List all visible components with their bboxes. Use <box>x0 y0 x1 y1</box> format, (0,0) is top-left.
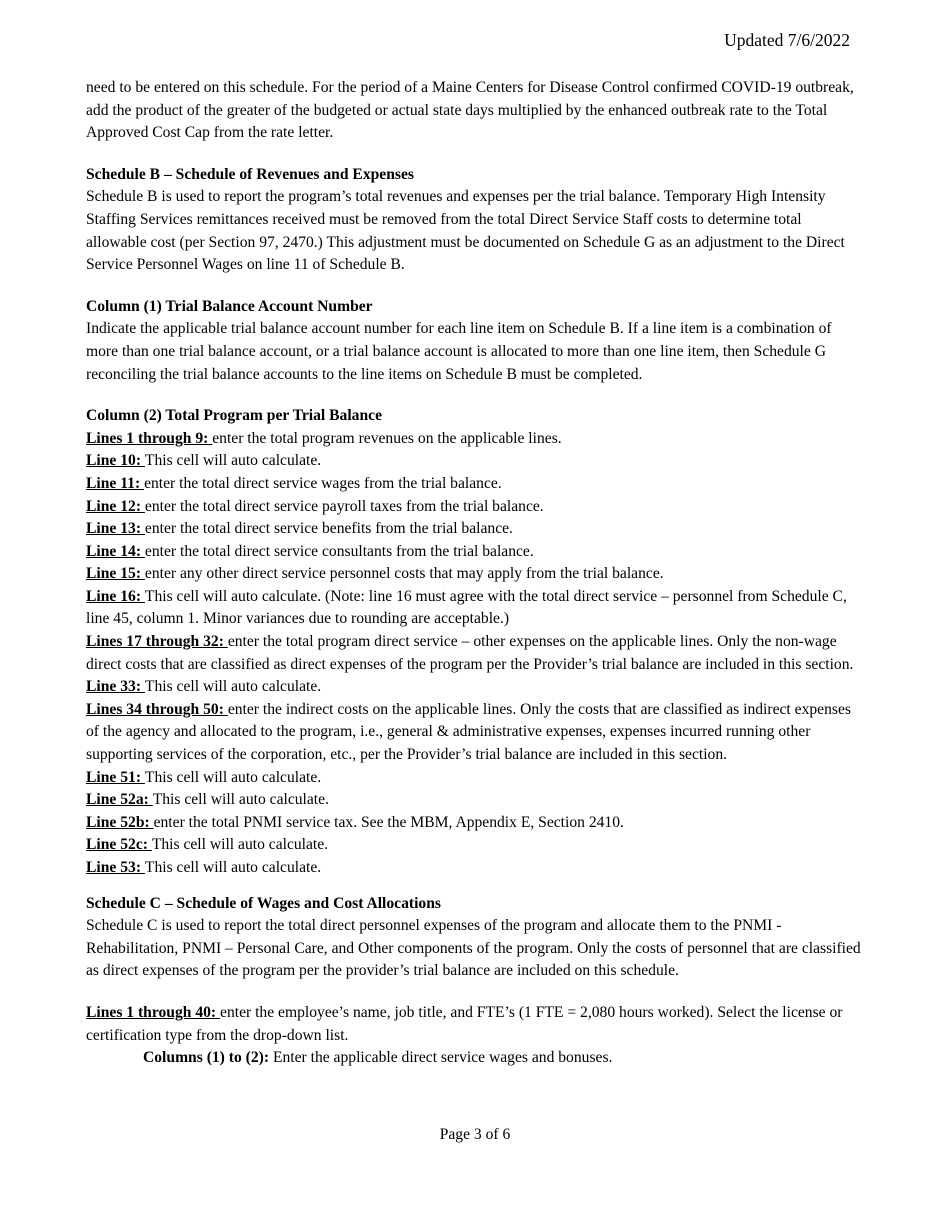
line-text: This cell will auto calculate. <box>151 836 329 854</box>
page-number: Page 3 of 6 <box>439 1126 511 1143</box>
line-label: Line 15: <box>86 565 145 583</box>
line-item <box>86 586 866 631</box>
line-label: Line 10: <box>86 452 145 470</box>
column-2-lines <box>86 428 866 880</box>
line-label: Lines 1 through 9: <box>86 429 213 447</box>
line-item <box>86 834 866 857</box>
line-text: enter the total direct service wages from the trial balance. <box>144 474 502 492</box>
line-text: enter the total direct service consultants from the trial balance. <box>144 542 534 560</box>
line-label: Line 33: <box>86 678 145 696</box>
line-item <box>86 676 866 699</box>
line-text: This cell will auto calculate. <box>144 452 322 470</box>
line-item <box>86 496 866 519</box>
line-text: enter the total PNMI service tax. See the MBM, Appendix E, Section 2410. <box>153 813 624 831</box>
column-2-heading: Column (2) Total Program per Trial Balance <box>86 407 382 425</box>
line-text: enter the total direct service payroll taxes from the trial balance. <box>144 497 544 515</box>
line-label: Line 52a: <box>86 791 153 809</box>
line-label: Line 11: <box>86 474 145 492</box>
line-text: enter the employee’s name, job title, and FTE’s (1 FTE = 2,080 hours worked). Select the license or certification type from the drop-down list. <box>86 1003 843 1044</box>
document-body <box>86 77 866 1070</box>
line-text: This cell will auto calculate. <box>144 859 322 876</box>
column-1-body: Indicate the applicable trial balance account number for each line item on Schedule B. If a line item is a combination of more than one trial balance account, or a trial balance account is allocated to more than one line item, then Schedule G reconciling the trial balance accounts to the line items on Schedule B must be completed. <box>86 320 832 383</box>
schedule-c-heading: Schedule C – Schedule of Wages and Cost Allocations <box>86 894 441 912</box>
line-item <box>86 518 866 541</box>
line-item <box>86 473 866 496</box>
line-item <box>86 699 866 767</box>
line-label: Line 52b: <box>86 813 154 831</box>
line-label: Line 14: <box>86 542 145 560</box>
line-item <box>86 789 866 812</box>
line-label: Line 51: <box>86 768 145 786</box>
line-text: This cell will auto calculate. <box>144 768 322 786</box>
schedule-b-body: Schedule B is used to report the program’s total revenues and expenses per the trial balance. Temporary High Intensity Staffing Services remittances received must be removed from the total Direct Service Staff costs to determine total allowable cost (per Section 97, 2470.) This adjustment must be documented on Schedule G as an adjustment to the Direct Service Personnel Wages on line 11 of Schedule B. <box>86 188 845 274</box>
line-label: Line 13: <box>86 520 145 538</box>
line-label: Line 12: <box>86 497 145 515</box>
columns-label: Columns (1) to (2): <box>143 1049 270 1067</box>
intro-paragraph: need to be entered on this schedule. For the period of a Maine Centers for Disease Control confirmed COVID-19 outbreak, add the product of the greater of the budgeted or actual state days multiplied by the enhanced outbreak rate to the Total Approved Cost Cap from the rate letter. <box>86 79 854 142</box>
line-item <box>86 541 866 564</box>
columns-text: Enter the applicable direct service wages and bonuses. <box>269 1049 613 1067</box>
schedule-b-heading: Schedule B – Schedule of Revenues and Expenses <box>86 165 414 183</box>
columns-1-2-paragraph <box>86 1047 866 1070</box>
line-text: This cell will auto calculate. <box>144 678 322 696</box>
line-text: enter any other direct service personnel costs that may apply from the trial balance. <box>144 565 664 583</box>
line-item <box>86 428 866 451</box>
line-item <box>86 450 866 473</box>
line-text: This cell will auto calculate. <box>152 791 329 809</box>
schedule-c-body: Schedule C is used to report the total direct personnel expenses of the program and allocate them to the PNMI - Rehabilitation, PNMI – Personal Care, and Other components of the program. Only the costs of personnel that are classified as direct expenses of the program per the provider’s trial balance are included on this schedule. <box>86 917 861 980</box>
line-label: Line 16: <box>86 587 145 605</box>
line-item <box>86 563 866 586</box>
line-label: Lines 17 through 32: <box>86 633 228 651</box>
line-text: This cell will auto calculate. (Note: line 16 must agree with the total direct service – personnel from Schedule C, line 45, column 1. Minor variances due to rounding are acceptable.) <box>86 587 847 628</box>
line-item <box>86 631 866 676</box>
line-text: enter the indirect costs on the applicable lines. Only the costs that are classified as indirect expenses of the agency and allocated to the program, i.e., general & administrative expenses, expenses incurred running other supporting services of the corporation, etc., per the Provider’s trial balance are included in this section. <box>86 700 851 764</box>
line-text: enter the total program revenues on the applicable lines. <box>212 429 562 447</box>
updated-date: Updated 7/6/2022 <box>724 30 850 50</box>
line-item <box>86 857 866 880</box>
line-item <box>86 767 866 790</box>
line-label: Lines 1 through 40: <box>86 1003 221 1021</box>
line-label: Lines 34 through 50: <box>86 700 228 718</box>
lines-1-40-paragraph <box>86 1002 866 1047</box>
line-label: Line 53: <box>86 859 145 876</box>
line-label: Line 52c: <box>86 836 152 854</box>
line-text: enter the total program direct service – other expenses on the applicable lines. Only the non-wage direct costs that are classified as direct expenses of the program per the Provider’s trial balance are included in this section. <box>86 633 854 673</box>
line-item <box>86 812 866 835</box>
column-1-heading: Column (1) Trial Balance Account Number <box>86 297 373 315</box>
line-text: enter the total direct service benefits from the trial balance. <box>144 520 513 538</box>
